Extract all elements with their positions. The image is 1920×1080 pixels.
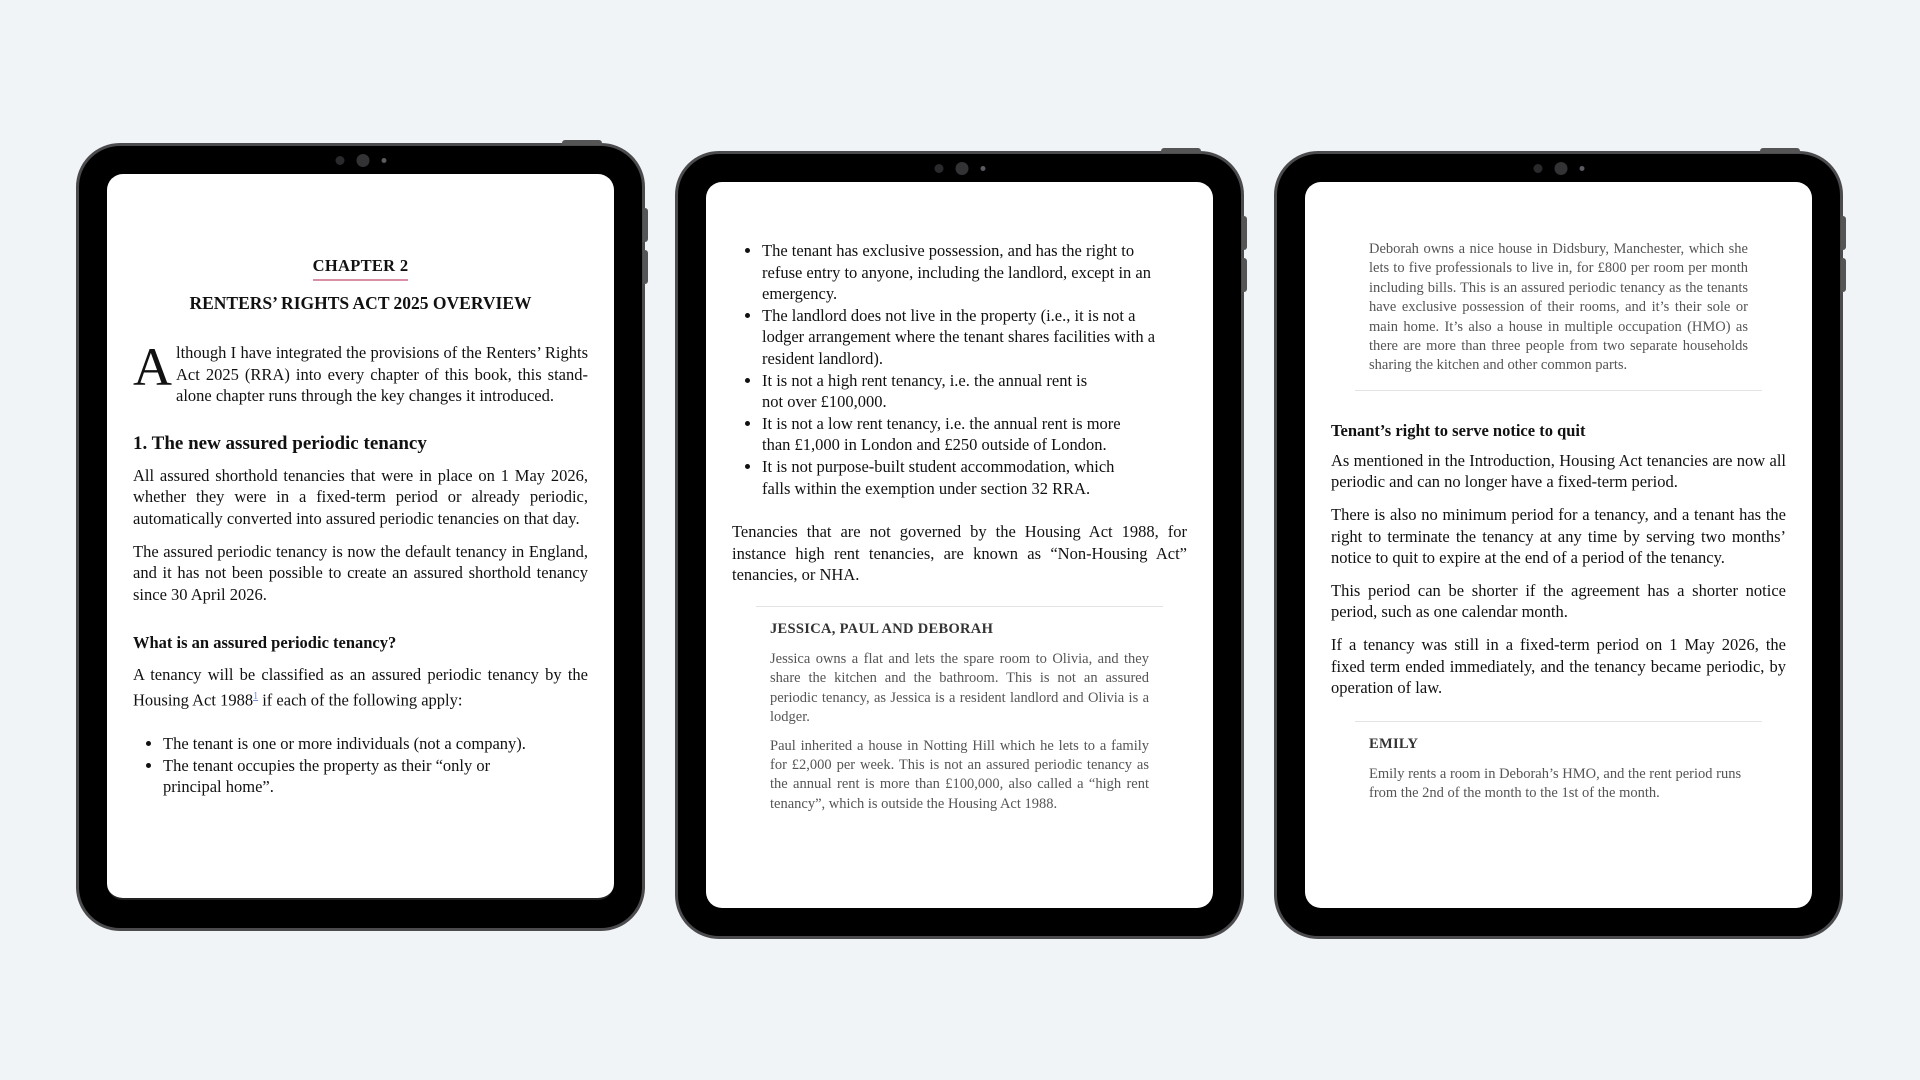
list-item: • It is not a high rent tenancy, i.e. the annual rent is not over £100,000.: [762, 370, 1097, 413]
volume-up-button: [1841, 216, 1846, 250]
paragraph-nha: Tenancies that are not governed by the Housing Act 1988, for instance high rent tenancies, are known as “Non-Housing Act” tenancies, or NHA.: [732, 522, 1187, 585]
intro-paragraph: Although I have integrated the provisions of the Renters’ Rights Act 2025 (RRA) into every chapter of this book, this stand-alone chapter runs through the key changes it introduced.: [133, 337, 588, 406]
divider: [1355, 721, 1762, 722]
footnote-link[interactable]: 1: [253, 690, 259, 702]
list-item: • It is not a low rent tenancy, i.e. the annual rent is more than £1,000 in London and £250 outside of London.: [762, 413, 1137, 456]
divider: [1355, 390, 1762, 391]
camera-icon: [335, 154, 386, 167]
list-item: • The tenant occupies the property as their “only or principal home”.: [163, 755, 498, 798]
list-item: • The tenant is one or more individuals (not a company).: [163, 733, 548, 755]
list-item: • It is not purpose-built student accommodation, which falls within the exemption under section 32 RRA.: [762, 456, 1137, 499]
tablet-left: [76, 143, 645, 931]
bullet-list: [732, 240, 1157, 499]
section-heading: 1. The new assured periodic tenancy: [133, 432, 427, 454]
drop-cap: A: [133, 337, 172, 397]
volume-down-button: [1841, 258, 1846, 292]
camera-icon: [934, 162, 985, 175]
paragraph-1: All assured shorthold tenancies that were in place on 1 May 2026, whether they were in a fixed-term period or already periodic, automatically converted into assured periodic tenancies on that day.: [133, 465, 588, 528]
paragraph-2: The assured periodic tenancy is now the default tenancy in England, and it has not been possible to create an assured shorthold tenancy since 30 April 2026.: [133, 541, 588, 604]
paragraph-3: This period can be shorter if the agreement has a shorter notice period, such as one calendar month.: [1331, 580, 1786, 622]
volume-up-button: [1242, 216, 1247, 250]
ebook-page-2[interactable]: [706, 182, 1213, 908]
power-button: [1161, 148, 1201, 153]
case-study-emily: Emily rents a room in Deborah’s HMO, and the rent period runs from the 2nd of the month to the 1st of the month.: [1369, 765, 1742, 802]
tablet-middle: [675, 151, 1244, 939]
case-study-deborah: Deborah owns a nice house in Didsbury, Manchester, which she lets to five professionals to live in, for £800 per room per month including bills. This is an assured periodic tenancy as the tenants have exclusive possession of their rooms, and it’s their sole or main home. It’s also a house in multiple occupation (HMO) as there are more than three people from two separate households sharing the kitchen and other common parts.: [1369, 241, 1748, 374]
chapter-title: RENTERS’ RIGHTS ACT 2025 OVERVIEW: [189, 293, 532, 313]
case-study-heading: EMILY: [1369, 735, 1419, 752]
power-button: [1760, 148, 1800, 153]
case-study-jessica: Jessica owns a flat and lets the spare room to Olivia, and they share the kitchen and the bathroom. This is not an assured periodic tenancy, as Jessica is a resident landlord and Olivia is a lodger.: [770, 650, 1149, 726]
camera-icon: [1533, 162, 1584, 175]
chapter-label: CHAPTER 2: [133, 256, 588, 281]
paragraph-4: If a tenancy was still in a fixed-term period on 1 May 2026, the fixed term ended immediately, and the tenancy became periodic, by operation of law.: [1331, 635, 1786, 698]
power-button: [562, 140, 602, 145]
case-study-heading: JESSICA, PAUL AND DEBORAH: [770, 620, 994, 637]
subheading: Tenant’s right to serve notice to quit: [1331, 420, 1586, 440]
ebook-page-1[interactable]: [107, 174, 614, 900]
volume-down-button: [643, 250, 648, 284]
ebook-page-3[interactable]: [1305, 182, 1812, 908]
paragraph-2: There is also no minimum period for a tenancy, and a tenant has the right to terminate the tenancy at any time by serving two months’ notice to quit to expire at the end of a period of the tenancy.: [1331, 505, 1786, 568]
volume-up-button: [643, 208, 648, 242]
paragraph-1: As mentioned in the Introduction, Housing Act tenancies are now all periodic and can no longer have a fixed-term period.: [1331, 450, 1786, 492]
bullet-list: [133, 733, 588, 798]
volume-down-button: [1242, 258, 1247, 292]
list-item: • The landlord does not live in the property (i.e., it is not a lodger arrangement where the tenant shares facilities with a resident landlord).: [762, 305, 1157, 370]
paragraph-3: A tenancy will be classified as an assured periodic tenancy by the Housing Act 1988$^1$ if each of the following apply:: [133, 665, 588, 710]
case-study-paul: Paul inherited a house in Notting Hill which he lets to a family for £2,000 per week. This is not an assured periodic tenancy as the annual rent is more than £100,000, also called a “high rent tenancy”, which is outside the Housing Act 1988.: [770, 737, 1149, 812]
divider: [756, 606, 1163, 607]
subheading: What is an assured periodic tenancy?: [133, 633, 397, 653]
list-item: • The tenant has exclusive possession, and has the right to refuse entry to anyone, including the landlord, except in an emergency.: [762, 240, 1157, 305]
tablet-right: [1274, 151, 1843, 939]
